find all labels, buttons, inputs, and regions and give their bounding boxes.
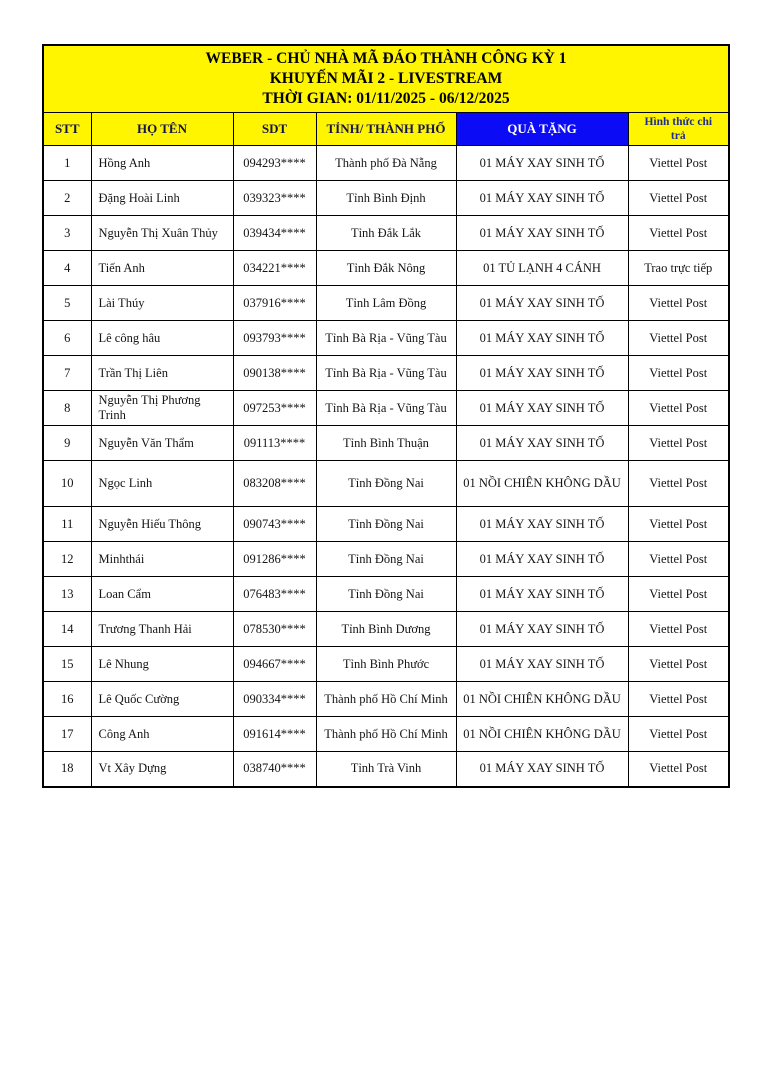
cell-name: Đặng Hoài Linh [91, 181, 233, 216]
title-line-2: KHUYẾN MÃI 2 - LIVESTREAM [269, 70, 503, 87]
cell-phone: 094667**** [233, 647, 316, 682]
cell-gift: 01 TỦ LẠNH 4 CÁNH [456, 251, 628, 286]
cell-payment: Viettel Post [628, 391, 729, 426]
cell-payment: Trao trực tiếp [628, 251, 729, 286]
cell-phone: 037916**** [233, 286, 316, 321]
cell-phone: 090138**** [233, 356, 316, 391]
cell-name: Nguyễn Thị Xuân Thủy [91, 216, 233, 251]
cell-gift: 01 MÁY XAY SINH TỐ [456, 321, 628, 356]
column-header-gift: QUÀ TẶNG [456, 113, 628, 146]
cell-province: Tỉnh Đồng Nai [316, 542, 456, 577]
cell-name: Ngọc Linh [91, 461, 233, 507]
cell-gift: 01 MÁY XAY SINH TỐ [456, 612, 628, 647]
table-row [43, 542, 729, 577]
cell-gift: 01 MÁY XAY SINH TỐ [456, 507, 628, 542]
cell-province: Thành phố Hồ Chí Minh [316, 682, 456, 717]
table-row [43, 321, 729, 356]
cell-gift: 01 MÁY XAY SINH TỐ [456, 542, 628, 577]
cell-name: Lê công hâu [91, 321, 233, 356]
title-line-3: THỜI GIAN: 01/11/2025 - 06/12/2025 [262, 90, 510, 107]
cell-phone: 091614**** [233, 717, 316, 752]
cell-gift: 01 MÁY XAY SINH TỐ [456, 286, 628, 321]
cell-stt: 2 [43, 181, 91, 216]
table-row [43, 251, 729, 286]
table-row [43, 461, 729, 507]
cell-name: Nguyễn Hiếu Thông [91, 507, 233, 542]
cell-payment: Viettel Post [628, 752, 729, 787]
cell-province: Tỉnh Đồng Nai [316, 507, 456, 542]
cell-stt: 6 [43, 321, 91, 356]
cell-payment: Viettel Post [628, 542, 729, 577]
cell-payment: Viettel Post [628, 647, 729, 682]
column-header-payment: Hình thức chi trả [628, 113, 729, 146]
column-header-phone: SDT [233, 113, 316, 146]
cell-province: Tỉnh Bà Rịa - Vũng Tàu [316, 391, 456, 426]
cell-phone: 039323**** [233, 181, 316, 216]
cell-stt: 12 [43, 542, 91, 577]
cell-payment: Viettel Post [628, 612, 729, 647]
cell-payment: Viettel Post [628, 216, 729, 251]
cell-stt: 9 [43, 426, 91, 461]
cell-province: Tỉnh Bà Rịa - Vũng Tàu [316, 356, 456, 391]
cell-stt: 1 [43, 146, 91, 181]
cell-name: Hồng Anh [91, 146, 233, 181]
cell-phone: 091286**** [233, 542, 316, 577]
cell-payment: Viettel Post [628, 507, 729, 542]
cell-stt: 5 [43, 286, 91, 321]
cell-province: Tỉnh Trà Vinh [316, 752, 456, 787]
cell-province: Thành phố Đà Nẵng [316, 146, 456, 181]
cell-name: Lê Quốc Cường [91, 682, 233, 717]
cell-phone: 083208**** [233, 461, 316, 507]
cell-gift: 01 MÁY XAY SINH TỐ [456, 577, 628, 612]
cell-stt: 15 [43, 647, 91, 682]
cell-name: Lài Thúy [91, 286, 233, 321]
column-header-row [43, 113, 729, 146]
cell-province: Tỉnh Đồng Nai [316, 461, 456, 507]
cell-phone: 039434**** [233, 216, 316, 251]
cell-gift: 01 MÁY XAY SINH TỐ [456, 391, 628, 426]
cell-province: Tỉnh Đắk Nông [316, 251, 456, 286]
cell-payment: Viettel Post [628, 461, 729, 507]
table-title-cell [43, 45, 729, 113]
cell-phone: 091113**** [233, 426, 316, 461]
cell-stt: 10 [43, 461, 91, 507]
cell-stt: 7 [43, 356, 91, 391]
cell-name: Tiến Anh [91, 251, 233, 286]
cell-gift: 01 MÁY XAY SINH TỐ [456, 752, 628, 787]
cell-phone: 078530**** [233, 612, 316, 647]
cell-stt: 3 [43, 216, 91, 251]
cell-payment: Viettel Post [628, 717, 729, 752]
cell-stt: 4 [43, 251, 91, 286]
title-line-1: WEBER - CHỦ NHÀ MÃ ĐÁO THÀNH CÔNG KỲ 1 [205, 50, 567, 67]
cell-gift: 01 MÁY XAY SINH TỐ [456, 426, 628, 461]
cell-phone: 034221**** [233, 251, 316, 286]
cell-gift: 01 MÁY XAY SINH TỐ [456, 647, 628, 682]
cell-stt: 18 [43, 752, 91, 787]
cell-province: Tỉnh Bình Dương [316, 612, 456, 647]
cell-province: Tỉnh Bình Phước [316, 647, 456, 682]
cell-payment: Viettel Post [628, 577, 729, 612]
cell-phone: 094293**** [233, 146, 316, 181]
cell-province: Tỉnh Đồng Nai [316, 577, 456, 612]
table-row [43, 507, 729, 542]
cell-payment: Viettel Post [628, 181, 729, 216]
table-row [43, 752, 729, 787]
cell-gift: 01 MÁY XAY SINH TỐ [456, 216, 628, 251]
cell-gift: 01 MÁY XAY SINH TỐ [456, 181, 628, 216]
cell-stt: 17 [43, 717, 91, 752]
cell-province: Thành phố Hồ Chí Minh [316, 717, 456, 752]
table-row [43, 682, 729, 717]
table-row [43, 647, 729, 682]
table-row [43, 577, 729, 612]
cell-name: Lê Nhung [91, 647, 233, 682]
cell-name: Trần Thị Liên [91, 356, 233, 391]
table-row [43, 146, 729, 181]
cell-gift: 01 NỒI CHIÊN KHÔNG DẦU [456, 461, 628, 507]
cell-stt: 11 [43, 507, 91, 542]
cell-payment: Viettel Post [628, 321, 729, 356]
cell-province: Tỉnh Đắk Lắk [316, 216, 456, 251]
cell-gift: 01 MÁY XAY SINH TỐ [456, 146, 628, 181]
cell-stt: 13 [43, 577, 91, 612]
cell-name: Công Anh [91, 717, 233, 752]
cell-phone: 093793**** [233, 321, 316, 356]
cell-phone: 090743**** [233, 507, 316, 542]
cell-province: Tỉnh Lâm Đồng [316, 286, 456, 321]
cell-name: Nguyễn Thị Phương Trinh [91, 391, 233, 426]
table-row [43, 356, 729, 391]
cell-province: Tỉnh Bình Thuận [316, 426, 456, 461]
cell-stt: 14 [43, 612, 91, 647]
cell-province: Tỉnh Bà Rịa - Vũng Tàu [316, 321, 456, 356]
cell-name: Loan Cẩm [91, 577, 233, 612]
cell-gift: 01 NỒI CHIÊN KHÔNG DẦU [456, 717, 628, 752]
cell-payment: Viettel Post [628, 146, 729, 181]
cell-stt: 16 [43, 682, 91, 717]
cell-name: Vt Xây Dựng [91, 752, 233, 787]
table-row [43, 717, 729, 752]
table-row [43, 391, 729, 426]
table-row [43, 612, 729, 647]
cell-phone: 097253**** [233, 391, 316, 426]
winners-table [42, 44, 730, 788]
column-header-province: TỈNH/ THÀNH PHỐ [316, 113, 456, 146]
cell-stt: 8 [43, 391, 91, 426]
cell-name: Nguyễn Văn Thẩm [91, 426, 233, 461]
table-title-block [43, 45, 729, 113]
cell-payment: Viettel Post [628, 682, 729, 717]
column-header-name: HỌ TÊN [91, 113, 233, 146]
cell-phone: 076483**** [233, 577, 316, 612]
table-row [43, 181, 729, 216]
cell-phone: 038740**** [233, 752, 316, 787]
table-row [43, 426, 729, 461]
cell-gift: 01 MÁY XAY SINH TỐ [456, 356, 628, 391]
cell-payment: Viettel Post [628, 426, 729, 461]
cell-phone: 090334**** [233, 682, 316, 717]
table-row [43, 216, 729, 251]
cell-name: Minhthái [91, 542, 233, 577]
table-row [43, 286, 729, 321]
cell-gift: 01 NỒI CHIÊN KHÔNG DẦU [456, 682, 628, 717]
cell-province: Tỉnh Bình Định [316, 181, 456, 216]
cell-name: Trương Thanh Hải [91, 612, 233, 647]
cell-payment: Viettel Post [628, 356, 729, 391]
cell-payment: Viettel Post [628, 286, 729, 321]
column-header-stt: STT [43, 113, 91, 146]
